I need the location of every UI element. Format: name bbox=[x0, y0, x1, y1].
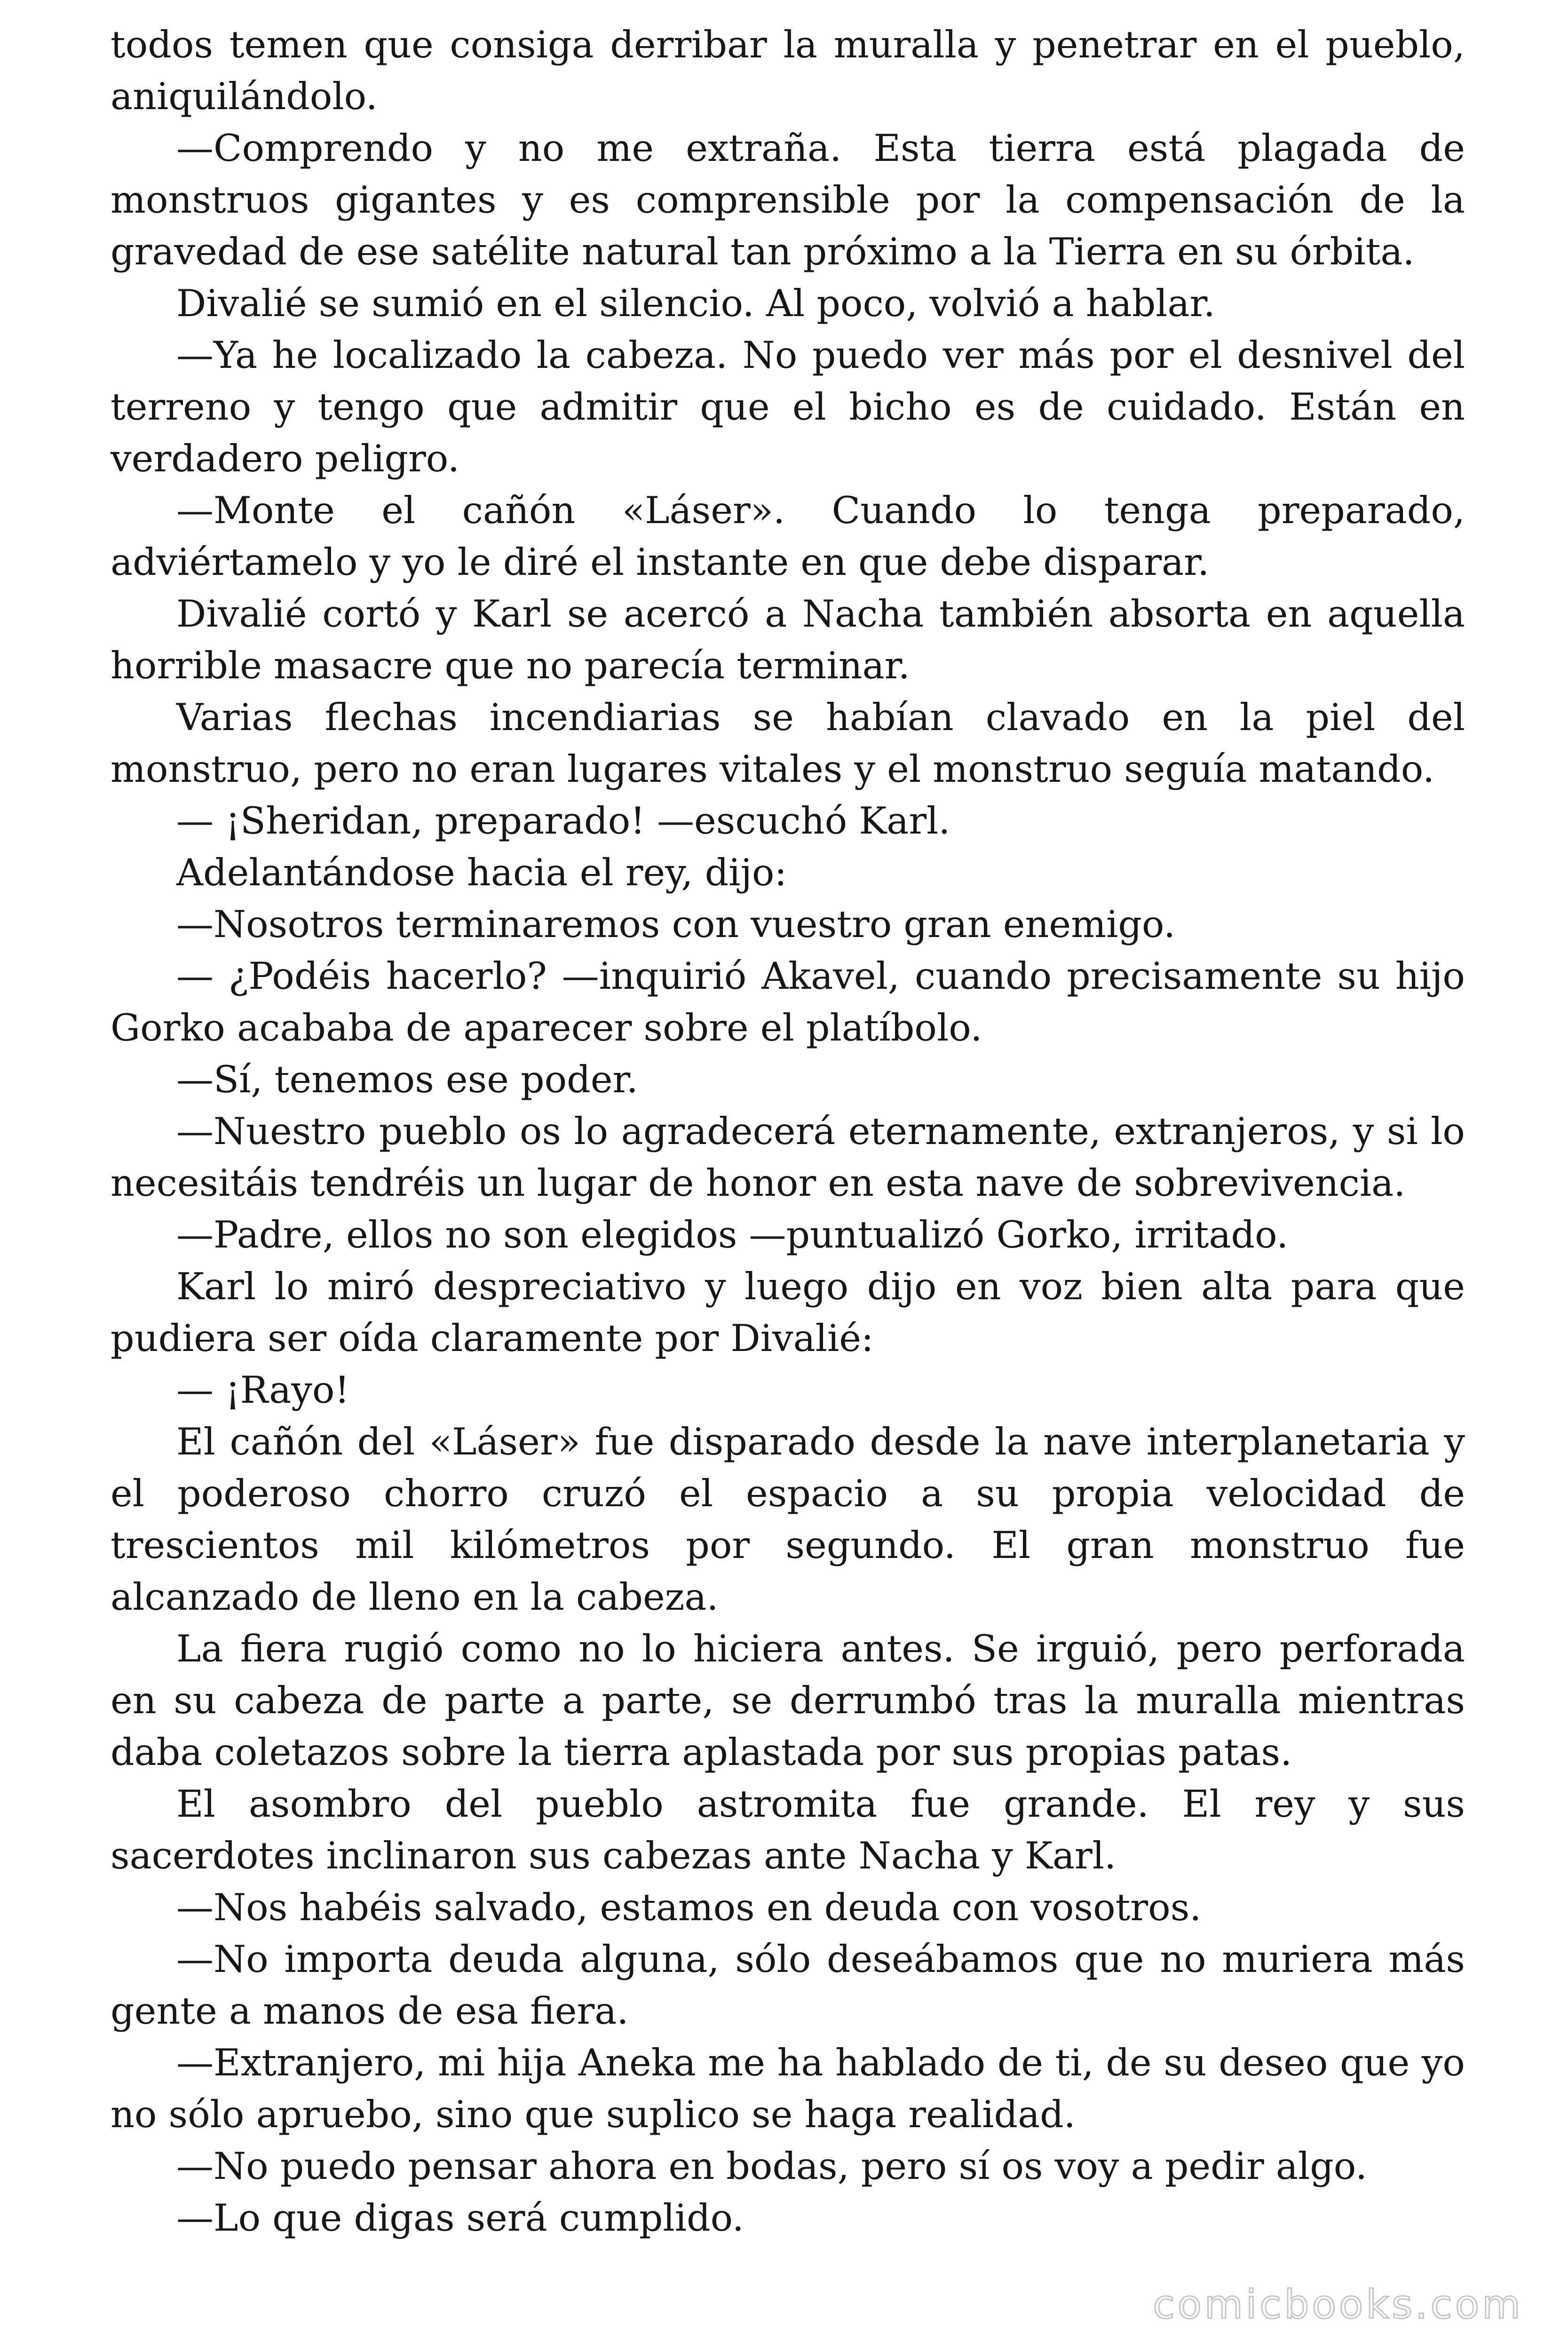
paragraph: Adelantándose hacia el rey, dijo: bbox=[176, 851, 787, 894]
paragraph: —Nosotros terminaremos con vuestro gran enemigo. bbox=[176, 903, 1176, 946]
paragraph: —Ya he localizado la cabeza. No puedo ver más por el desnivel del terreno y tengo que admitir que el bicho es de cuidado. Están en verdadero peligro. bbox=[111, 334, 1465, 480]
paragraph: —Comprendo y no me extraña. Esta tierra está plagada de monstruos gigantes y es comprensible por la compensación de la gravedad de ese satélite natural tan próximo a la Tierra en su órbita. bbox=[111, 127, 1465, 273]
book-page-text bbox=[111, 19, 1465, 2244]
paragraph: El cañón del «Láser» fue disparado desde la nave interplanetaria y el poderoso chorro cruzó el espacio a su propia velocidad de trescientos mil kilómetros por segundo. El gran monstruo fue alcanzado de lleno en la cabeza. bbox=[111, 1420, 1465, 1619]
paragraph: Divalié cortó y Karl se acercó a Nacha también absorta en aquella horrible masacre que no parecía terminar. bbox=[111, 592, 1465, 687]
paragraph: Karl lo miró despreciativo y luego dijo en voz bien alta para que pudiera ser oída claramente por Divalié: bbox=[111, 1265, 1465, 1360]
paragraph: —Monte el cañón «Láser». Cuando lo tenga preparado, adviértamelo y yo le diré el instante en que debe disparar. bbox=[111, 489, 1465, 584]
paragraph: —Nos habéis salvado, estamos en deuda con vosotros. bbox=[176, 1886, 1202, 1929]
paragraph: —Extranjero, mi hija Aneka me ha hablado de ti, de su deseo que yo no sólo apruebo, sino que suplico se haga realidad. bbox=[111, 2041, 1465, 2136]
paragraph: — ¿Podéis hacerlo? —inquirió Akavel, cuando precisamente su hijo Gorko acababa de aparecer sobre el platíbolo. bbox=[111, 954, 1465, 1049]
paragraph: —No importa deuda alguna, sólo deseábamos que no muriera más gente a manos de esa fiera. bbox=[111, 1938, 1465, 2033]
paragraph: La fiera rugió como no lo hiciera antes. Se irguió, pero perforada en su cabeza de parte a parte, se derrumbó tras la muralla mientras daba coletazos sobre la tierra aplastada por sus propias patas. bbox=[111, 1627, 1465, 1774]
paragraph: Varias flechas incendiarias se habían clavado en la piel del monstruo, pero no eran lugares vitales y el monstruo seguía matando. bbox=[111, 696, 1465, 791]
paragraph: —Lo que digas será cumplido. bbox=[176, 2196, 744, 2240]
paragraph: Divalié se sumió en el silencio. Al poco, volvió a hablar. bbox=[176, 282, 1215, 325]
paragraph: — ¡Sheridan, preparado! —escuchó Karl. bbox=[176, 799, 950, 842]
paragraph: —Sí, tenemos ese poder. bbox=[176, 1058, 638, 1101]
paragraph: todos temen que consiga derribar la muralla y penetrar en el pueblo, aniquilándolo. bbox=[111, 23, 1465, 118]
paragraph: — ¡Rayo! bbox=[176, 1368, 350, 1412]
paragraph: El asombro del pueblo astromita fue grande. El rey y sus sacerdotes inclinaron sus cabezas ante Nacha y Karl. bbox=[111, 1782, 1465, 1877]
paragraph: —No puedo pensar ahora en bodas, pero sí os voy a pedir algo. bbox=[176, 2145, 1368, 2188]
watermark-logo: comicbooks.com bbox=[1153, 2281, 1523, 2328]
paragraph: —Padre, ellos no son elegidos —puntualizó Gorko, irritado. bbox=[176, 1213, 1289, 1256]
paragraph: —Nuestro pueblo os lo agradecerá eternamente, extranjeros, y si lo necesitáis tendréis un lugar de honor en esta nave de sobrevivencia. bbox=[111, 1110, 1465, 1205]
